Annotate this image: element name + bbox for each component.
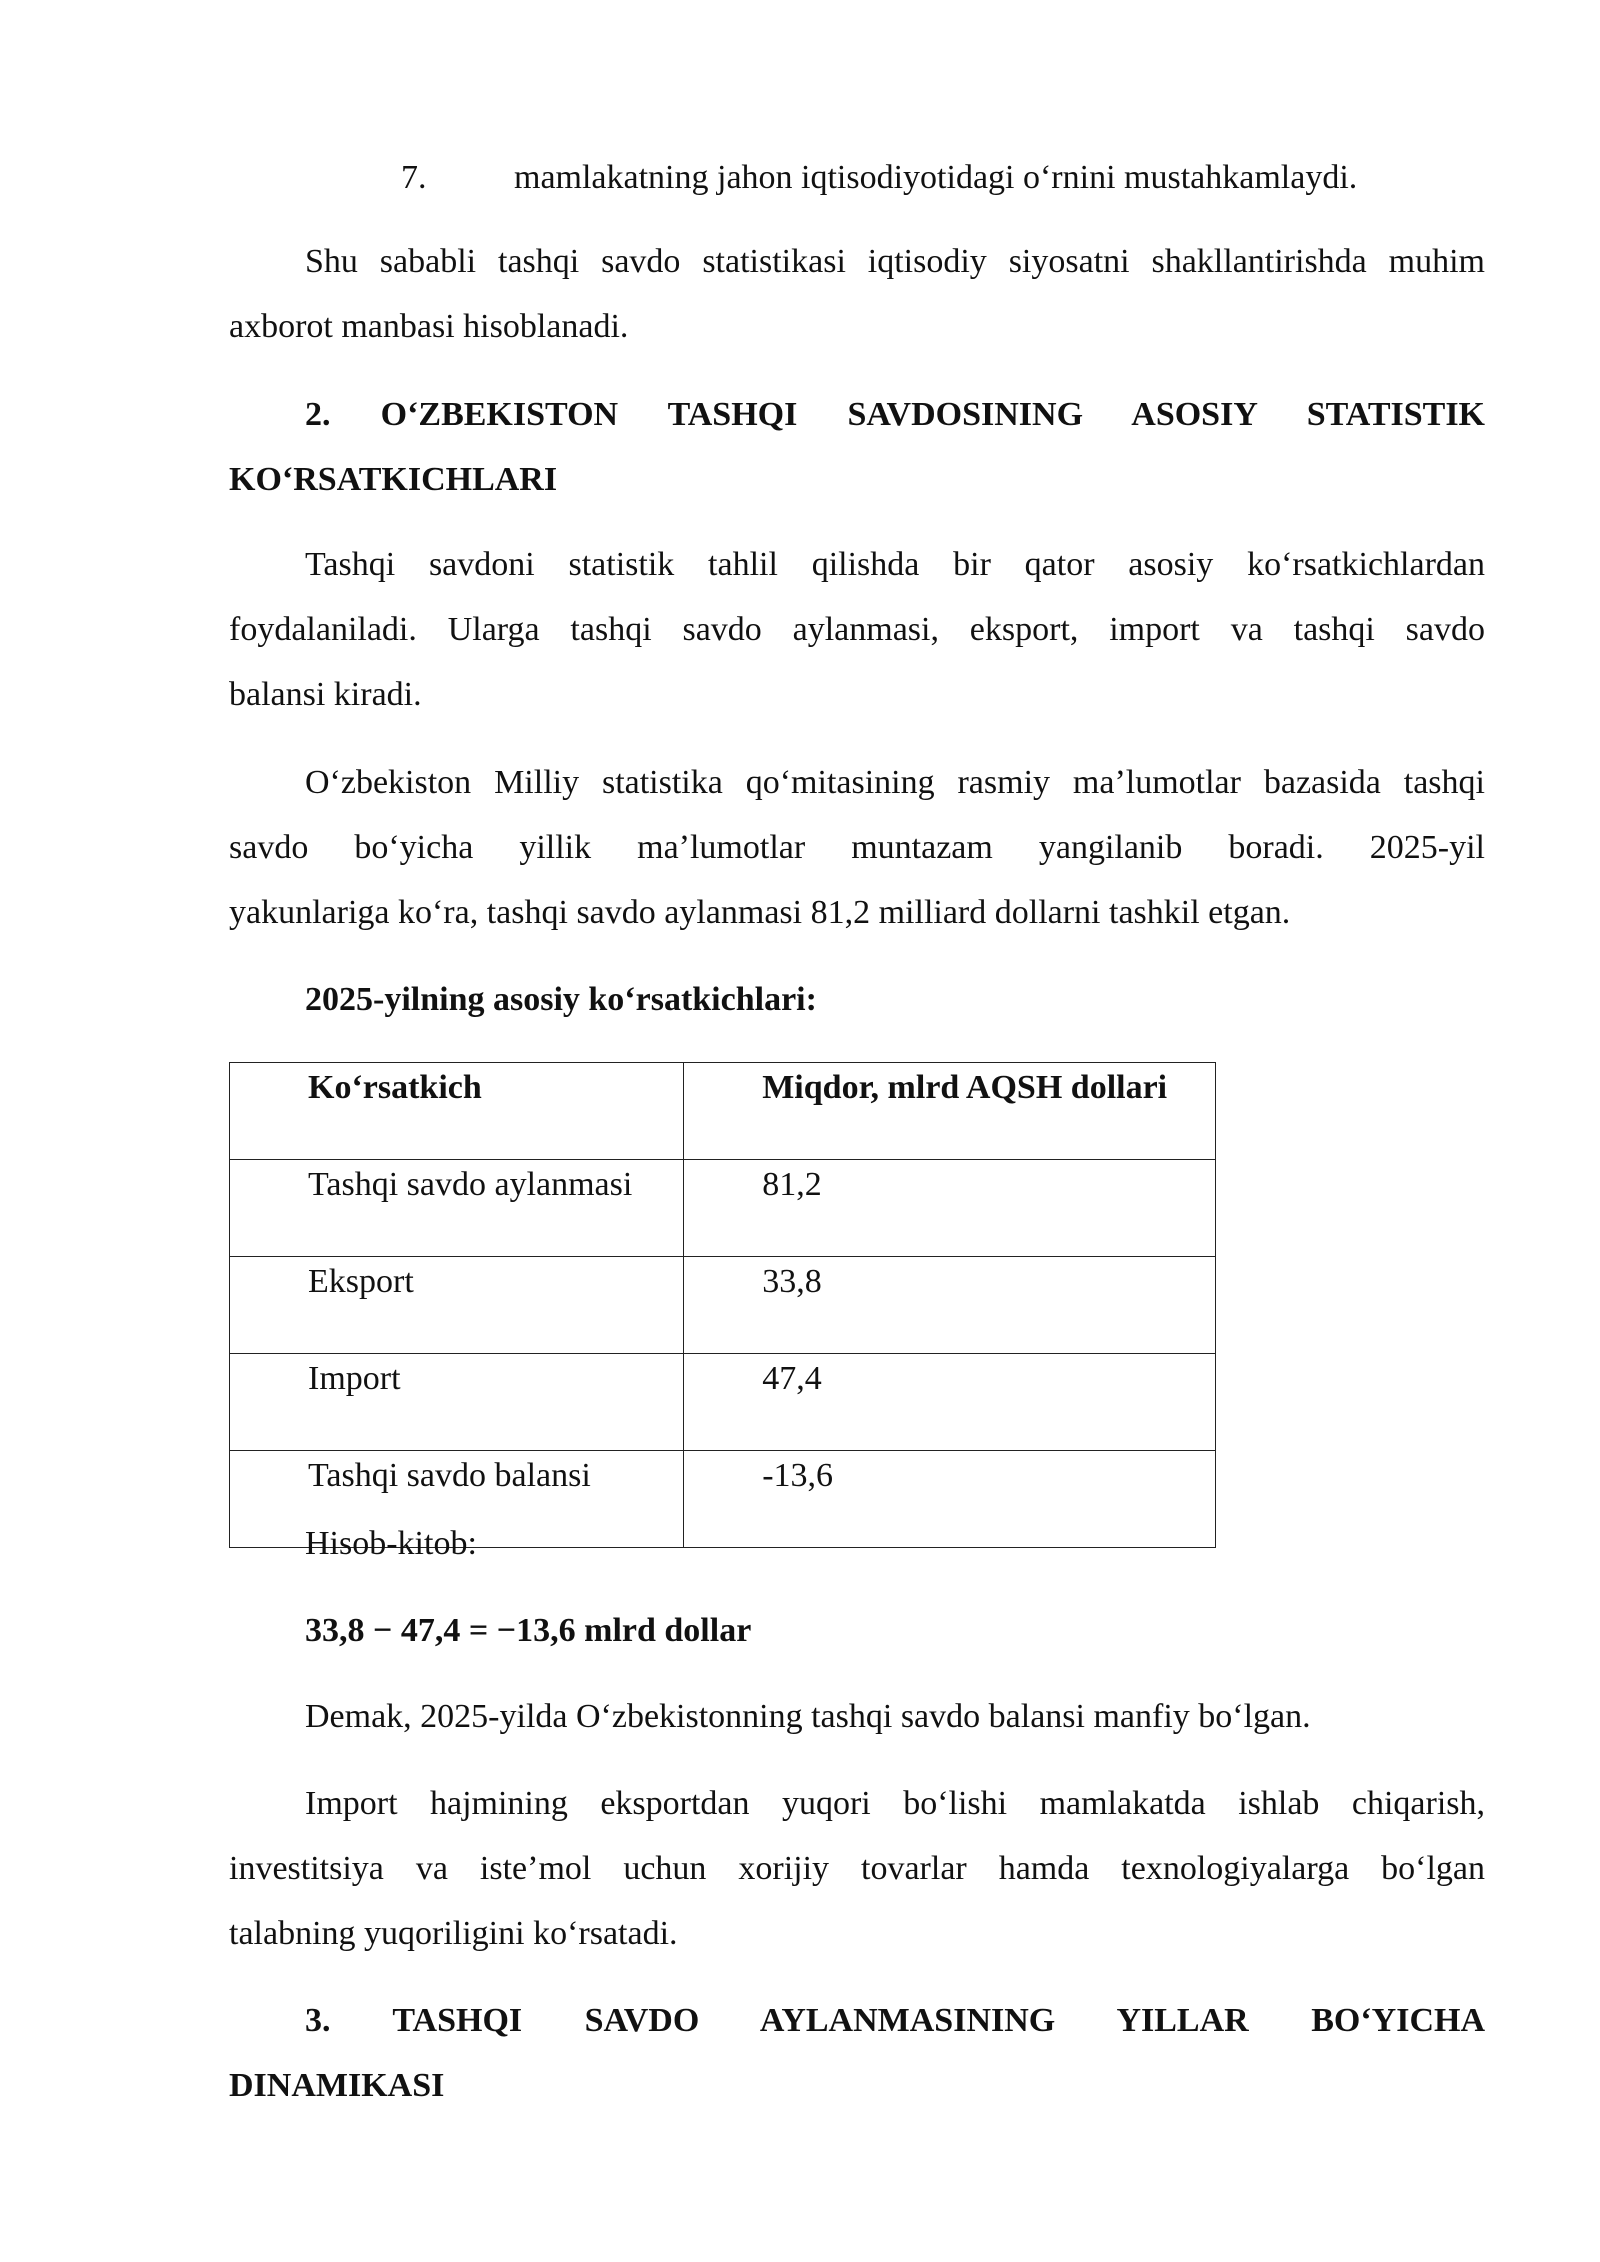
table-cell-indicator: Tashqi savdo balansi	[230, 1451, 684, 1548]
section-3-heading-line-1: 3. TASHQI SAVDO AYLANMASINING YILLAR BOʻYICHA	[305, 2002, 1485, 2039]
paragraph-2-line-3: balansi kiradi.	[229, 676, 422, 713]
paragraph-5-line-3: talabning yuqoriligini koʻrsatadi.	[229, 1915, 678, 1952]
calculation-label: Hisob-kitob:	[305, 1525, 477, 1562]
section-2-heading-line-2: KOʻRSATKICHLARI	[229, 461, 558, 498]
paragraph-2-line-2: foydalaniladi. Ularga tashqi savdo aylanmasi, eksport, import va tashqi savdo	[229, 611, 1485, 648]
table-cell-indicator: Eksport	[230, 1257, 684, 1354]
paragraph-3-line-2: savdo boʻyicha yillik maʼlumotlar muntazam yangilanib boradi. 2025-yil	[229, 829, 1485, 866]
section-2-heading-line-1: 2. OʻZBEKISTON TASHQI SAVDOSINING ASOSIY STATISTIK	[305, 396, 1485, 433]
paragraph-5-line-1: Import hajmining eksportdan yuqori boʻlishi mamlakatda ishlab chiqarish,	[305, 1785, 1485, 1822]
table-header-amount: Miqdor, mlrd AQSH dollari	[684, 1063, 1216, 1160]
table-cell-amount: 47,4	[684, 1354, 1216, 1451]
section-3-heading-line-2: DINAMIKASI	[229, 2067, 445, 2104]
table-cell-indicator: Import	[230, 1354, 684, 1451]
list-item-text: mamlakatning jahon iqtisodiyotidagi oʻrnini mustahkamlaydi.	[514, 159, 1358, 196]
table-row	[230, 1354, 1216, 1451]
table-cell-indicator: Tashqi savdo aylanmasi	[230, 1160, 684, 1257]
table-row	[230, 1160, 1216, 1257]
table-header-row	[230, 1063, 1216, 1160]
table-cell-amount: 33,8	[684, 1257, 1216, 1354]
indicators-table	[229, 1062, 1216, 1548]
paragraph-4: Demak, 2025-yilda Oʻzbekistonning tashqi savdo balansi manfiy boʻlgan.	[305, 1698, 1311, 1735]
paragraph-1-line-1: Shu sababli tashqi savdo statistikasi iqtisodiy siyosatni shakllantirishda muhim	[305, 243, 1485, 280]
table-cell-amount: 81,2	[684, 1160, 1216, 1257]
list-item-number: 7.	[401, 159, 427, 196]
table-row	[230, 1257, 1216, 1354]
table-title: 2025-yilning asosiy koʻrsatkichlari:	[305, 981, 817, 1018]
paragraph-2-line-1: Tashqi savdoni statistik tahlil qilishda bir qator asosiy koʻrsatkichlardan	[305, 546, 1485, 583]
paragraph-3-line-3: yakunlariga koʻra, tashqi savdo aylanmasi 81,2 milliard dollarni tashkil etgan.	[229, 894, 1291, 931]
paragraph-1-line-2: axborot manbasi hisoblanadi.	[229, 308, 629, 345]
calculation-formula: 33,8 − 47,4 = −13,6 mlrd dollar	[305, 1612, 752, 1649]
table-header-indicator: Koʻrsatkich	[230, 1063, 684, 1160]
table-cell-amount: -13,6	[684, 1451, 1216, 1548]
paragraph-5-line-2: investitsiya va isteʼmol uchun xorijiy tovarlar hamda texnologiyalarga boʻlgan	[229, 1850, 1485, 1887]
paragraph-3-line-1: Oʻzbekiston Milliy statistika qoʻmitasining rasmiy maʼlumotlar bazasida tashqi	[305, 764, 1485, 801]
